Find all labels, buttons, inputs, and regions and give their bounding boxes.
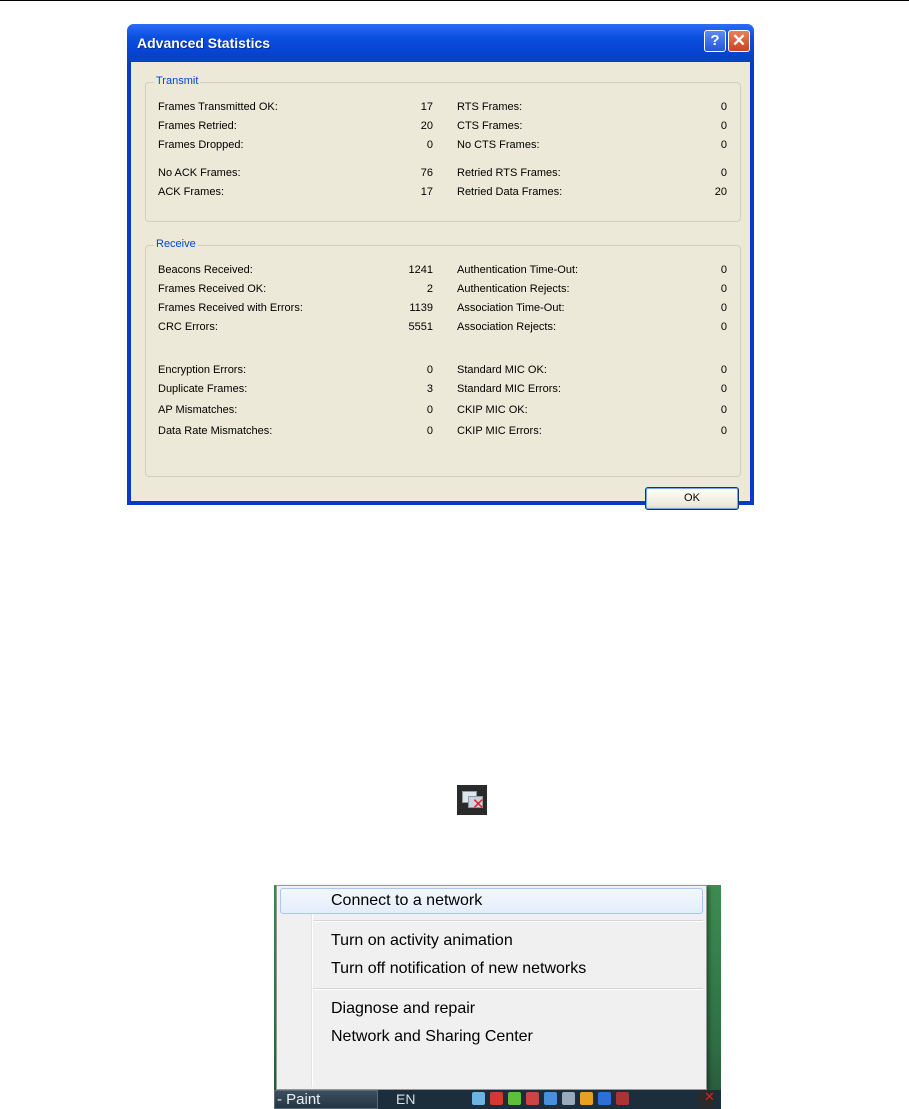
receive-legend: Receive [156,238,196,250]
stat-value: 0 [720,364,727,376]
tray-network-disconnected-icon[interactable]: ✕ [698,1091,715,1108]
menu-separator [313,920,703,922]
stat-label: CTS Frames: [457,120,523,132]
stat-label: Standard MIC Errors: [457,383,561,395]
stat-label: Authentication Time-Out: [457,264,579,276]
tray-display-icon[interactable] [598,1092,611,1105]
stat-value: 17 [420,101,433,113]
taskbar-paint-button[interactable]: - Paint [274,1090,378,1109]
stat-value: 0 [720,264,727,276]
stat-label: CKIP MIC Errors: [457,425,542,437]
stat-value: 1139 [409,302,433,314]
menu-item-label: Diagnose and repair [331,1000,476,1017]
language-indicator[interactable]: EN [396,1091,416,1107]
tray-warning-icon[interactable] [580,1092,593,1105]
stat-label: Beacons Received: [158,264,253,276]
stat-label: ACK Frames: [158,186,225,198]
help-button[interactable]: ? [704,30,726,52]
stat-value: 0 [720,139,727,151]
menu-item-label: Connect to a network [331,892,483,909]
dialog-titlebar[interactable] [127,24,754,62]
menu-item-label: Network and Sharing Center [331,1028,533,1045]
menu-item-connect-to-network[interactable] [280,888,703,914]
menu-item-network-sharing-center[interactable] [280,1024,703,1050]
menu-item-label: Turn on activity animation [331,932,513,949]
tray-app-icon[interactable] [526,1092,539,1105]
stat-value: 20 [420,120,433,132]
tray-security-icon[interactable] [490,1092,503,1105]
transmit-legend: Transmit [156,75,199,87]
stat-label: Standard MIC OK: [457,364,547,376]
stat-label: Retried Data Frames: [457,186,563,198]
stat-label: Retried RTS Frames: [457,167,561,179]
stat-label: Duplicate Frames: [158,383,248,395]
network-disconnected-icon [457,785,487,815]
menu-separator [313,988,703,990]
close-button[interactable]: ✕ [728,30,750,52]
stat-label: Data Rate Mismatches: [158,425,273,437]
stat-value: 0 [720,404,727,416]
stat-label: CKIP MIC OK: [457,404,528,416]
stat-value: 0 [720,383,727,395]
transmit-group [145,75,741,222]
tray-app-icon[interactable] [544,1092,557,1105]
stat-value: 0 [720,167,727,179]
stat-value: 0 [720,321,727,333]
menu-item-notifications[interactable] [280,956,703,982]
tray-volume-icon[interactable] [616,1092,629,1105]
advanced-statistics-dialog [127,24,754,505]
tray-app-icon[interactable] [562,1092,575,1105]
stat-label: No ACK Frames: [158,167,241,179]
menu-item-label: Turn off notification of new networks [331,960,587,977]
stat-label: Association Rejects: [457,321,557,333]
stat-label: CRC Errors: [158,321,218,333]
stat-value: 0 [426,425,433,437]
stat-value: 76 [420,167,433,179]
stat-label: Frames Transmitted OK: [158,101,278,113]
stat-label: Association Time-Out: [457,302,565,314]
stat-value: 0 [426,404,433,416]
menu-item-activity-animation[interactable] [280,928,703,954]
network-context-menu [276,885,707,1090]
stat-label: Authentication Rejects: [457,283,570,295]
taskbar [274,1090,721,1109]
stat-label: No CTS Frames: [457,139,540,151]
stat-value: 20 [714,186,727,198]
stat-value: 0 [720,120,727,132]
stat-value: 0 [426,364,433,376]
dialog-title: Advanced Statistics [137,35,271,51]
ok-button[interactable]: OK [645,487,739,510]
stat-value: 0 [720,101,727,113]
stat-label: Frames Dropped: [158,139,244,151]
stat-label: RTS Frames: [457,101,523,113]
stat-value: 0 [720,283,727,295]
stat-value: 2 [426,283,433,295]
stat-label: Frames Received with Errors: [158,302,303,314]
tray-download-icon[interactable] [508,1092,521,1105]
page-top-rule [0,0,909,1]
stat-label: Frames Retried: [158,120,237,132]
stat-value: 17 [420,186,433,198]
stat-label: AP Mismatches: [158,404,238,416]
stat-value: 0 [426,139,433,151]
menu-item-diagnose-and-repair[interactable] [280,996,703,1022]
stat-value: 0 [720,425,727,437]
stat-value: 1241 [408,264,433,276]
stat-value: 3 [426,383,433,395]
stat-value: 0 [720,302,727,314]
receive-group [145,238,741,477]
red-x-icon: ✕ [472,795,485,813]
stat-value: 5551 [408,321,433,333]
context-menu-screenshot [274,885,721,1109]
dialog-client-area [131,62,750,504]
stat-label: Encryption Errors: [158,364,247,376]
tray-app-icon[interactable] [472,1092,485,1105]
stat-label: Frames Received OK: [158,283,267,295]
